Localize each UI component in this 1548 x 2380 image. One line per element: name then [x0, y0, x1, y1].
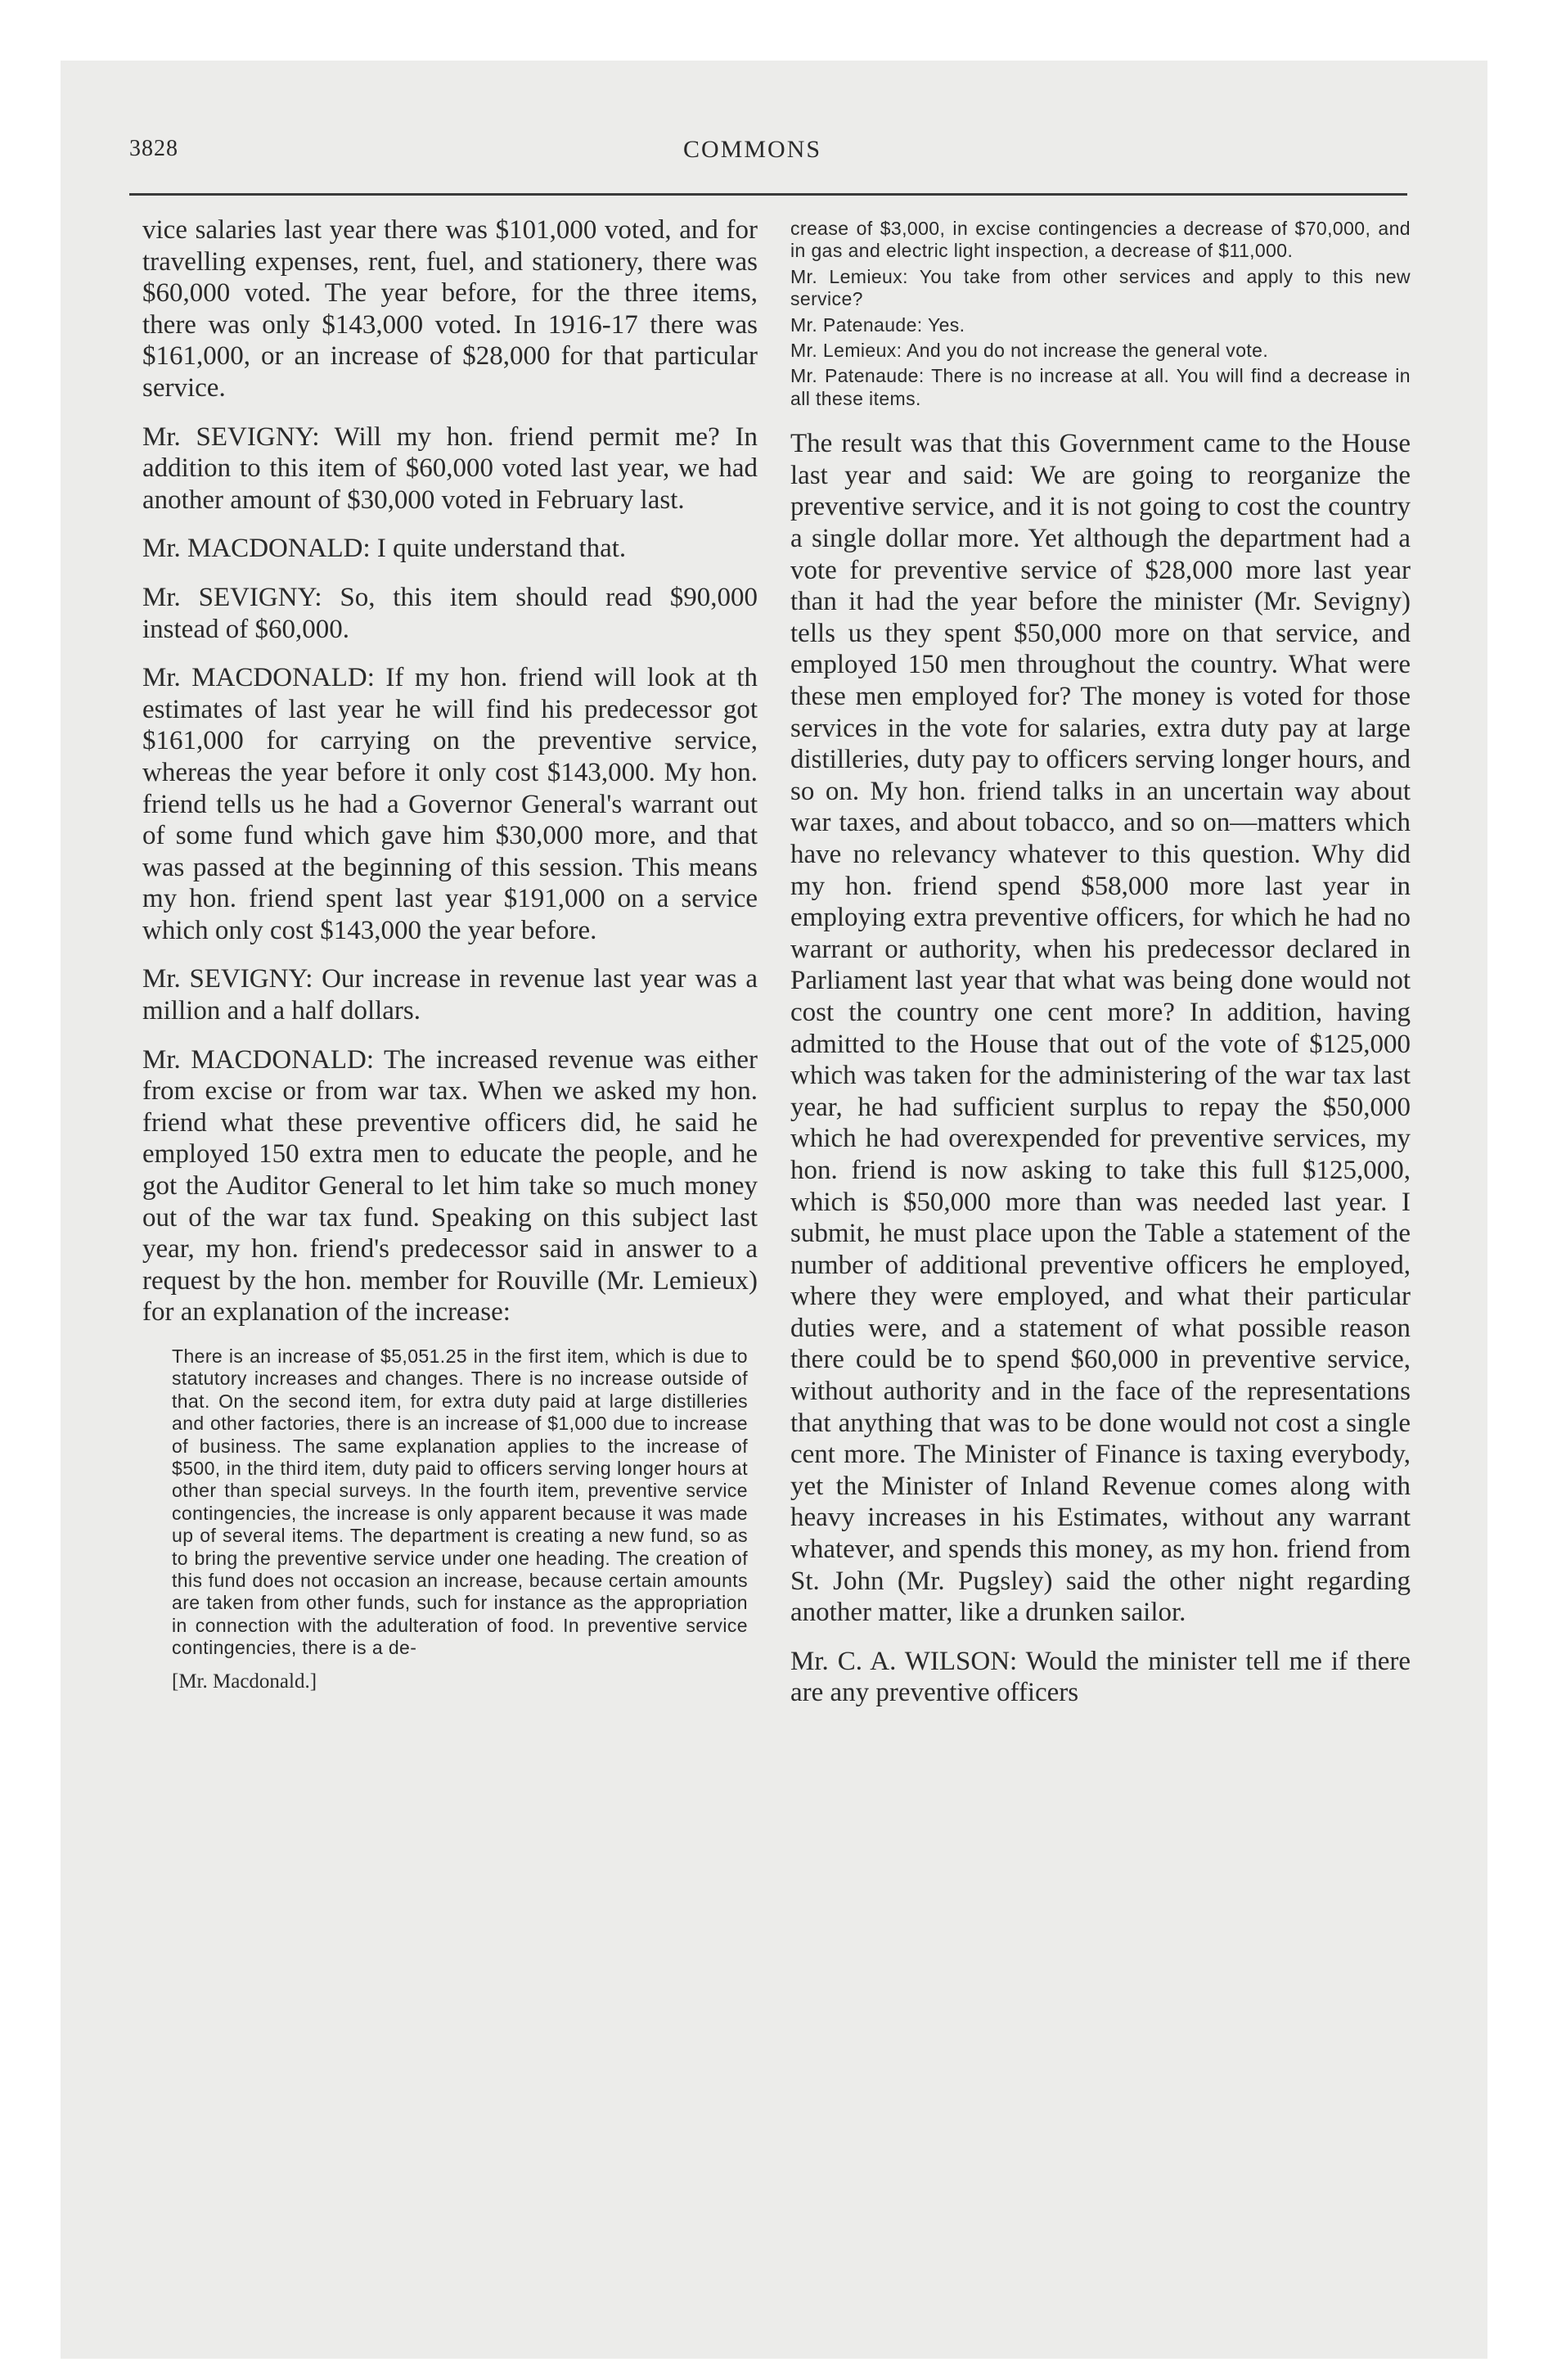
paragraph: Mr. MACDONALD: If my hon. friend will look at th estimates of last year he will find his predecessor got $161,000 for carrying on the preventive service, whereas the year before it only cost $143,000. My hon. friend tells us he had a Governor General's warrant out of some fund which gave him $30,000 more, and that was passed at the beginning of this session. This means my hon. friend spent last year $191,000 on a service which only cost $143,000 the year before.: [142, 663, 758, 945]
paragraph: Mr. MACDONALD: The increased revenue was either from excise or from war tax. When we asked my hon. friend what these preventive officers did, he said he employed 150 extra men to educate the people, and he got the Auditor General to let him take so much money out of the war tax fund. Speaking on this subject last year, my hon. friend's predecessor said in answer to a request by the hon. member for Rouville (Mr. Lemieux) for an explanation of the increase:: [142, 1044, 758, 1327]
paragraph: Mr. SEVIGNY: Will my hon. friend permit me? In addition to this item of $60,000 voted last year, we had another amount of $30,000 voted in February last.: [142, 421, 758, 515]
block-quote: [172, 1346, 748, 1660]
quote-text: Mr. Lemieux: You take from other services and apply to this new service?: [790, 265, 1411, 310]
right-column: [790, 214, 1411, 1726]
quote-text: Mr. Patenaude: Yes.: [790, 313, 965, 336]
paragraph: Mr. MACDONALD: I quite understand that.: [142, 534, 627, 564]
quote-text: crease of $3,000, in excise contingencies a decrease of $70,000, and in gas and electric light inspection, a decrease of $11,000.: [790, 218, 1411, 262]
paragraph: Mr. SEVIGNY: So, this item should read $90,000 instead of $60,000.: [142, 582, 758, 644]
paragraph: Mr. C. A. WILSON: Would the minister tell me if there are any preventive officers: [790, 1646, 1411, 1708]
quote-text: Mr. Lemieux: And you do not increase the general vote.: [790, 340, 1269, 362]
block-quote-continued: [790, 218, 1411, 410]
quote-text: There is an increase of $5,051.25 in the first item, which is due to statutory increases and changes. There is no increase outside of that. On the second item, for extra duty paid at large distilleries and other factories, there is an increase of $1,000 due to increase of business. The same explanation applies to the increase of $500, in the third item, duty paid to officers serving longer hours at other than special surveys. In the fourth item, preventive service contingencies, the increase is only apparent because it was made up of several items. The department is creating a new fund, so as to bring the preventive service under one heading. The creation of this fund does not occasion an increase, because certain amounts are taken from other funds, such for instance as the appropriation in connection with the adulteration of food. In preventive service contingencies, there is a de-: [172, 1346, 748, 1659]
left-column: [142, 214, 758, 1697]
paragraph: Mr. SEVIGNY: Our increase in revenue last year was a million and a half dollars.: [142, 964, 758, 1026]
quote-text: Mr. Patenaude: There is no increase at all. You will find a decrease in all these items.: [790, 365, 1411, 409]
paragraph: The result was that this Government came to the House last year and said: We are going to reorganize the preventive service, and it is not going to cost the country a single dollar more. Yet although the department had a vote for preventive service of $28,000 more last year than it had the year before the minister (Mr. Sevigny) tells us they spent $50,000 more on that service, and employed 150 men throughout the country. What were these men employed for? The money is voted for those services in the vote for salaries, extra duty pay at large distilleries, duty pay to officers serving longer hours, and so on. My hon. friend talks in an uncertain way about war taxes, and about tobacco, and so on—matters which have no relevancy whatever to this question. Why did my hon. friend spend $58,000 more last year in employing extra preventive officers, for which he had no warrant or authority, when his predecessor declared in Parliament last year that what was being done would not cost the country one cent more? In addition, having admitted to the House that out of the vote of $125,000 which was taken for the administering of the war tax last year, he had sufficient surplus to repay the $50,000 which he had overexpended for preventive services, my hon. friend is now asking to take this full $125,000, which is $50,000 more than was needed last year. I submit, he must place upon the Table a statement of the number of additional preventive officers he employed, where they were employed, and what their particular duties were, and a statement of what possible reason there could be to spend $60,000 in preventive service, without authority and in the face of the representations that anything that was to be done would not cost a single cent more. The Minister of Finance is taxing everybody, yet the Minister of Inland Revenue comes along with heavy increases in his Estimates, without any warrant whatever, and spends this money, as my hon. friend from St. John (Mr. Pugsley) said the other night regarding another matter, like a drunken sailor.: [790, 429, 1411, 1628]
running-footer-speaker: [Mr. Macdonald.]: [172, 1670, 317, 1693]
page-number: 3828: [129, 136, 178, 161]
paragraph: vice salaries last year there was $101,000 voted, and for travelling expenses, rent, fuel, and stationery, there was $60,000 voted. The year before, for the three items, there was only $143,000 voted. In 1916-17 there was $161,000, or an increase of $28,000 for that particular service.: [142, 215, 758, 403]
header-rule: [129, 193, 1407, 196]
page-header-title: COMMONS: [683, 136, 822, 163]
